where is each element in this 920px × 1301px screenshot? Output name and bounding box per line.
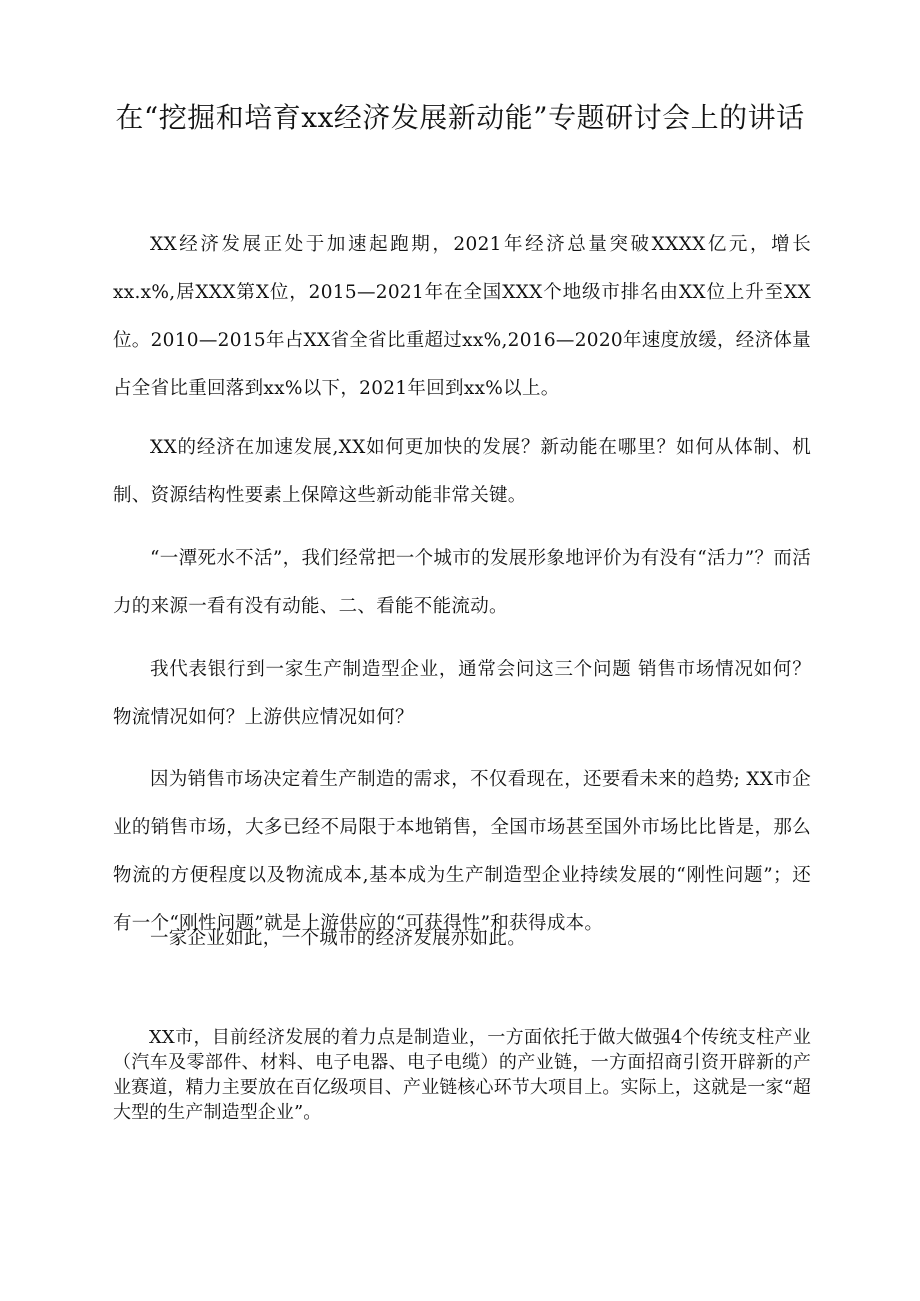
document-title: 在“挖掘和培育xx经济发展新动能”专题研讨会上的讲话 [115, 101, 805, 134]
paragraph-new-momentum-question: XX的经济在加速发展,XX如何更加快的发展？新动能在哪里？如何从体制、机制、资源结构性要素上保障这些新动能非常关键。 [113, 437, 811, 506]
paragraph-vitality: “一潭死水不活”，我们经常把一个城市的发展形象地评价为有没有“活力”？而活力的来源一看有没有动能、二、看能不能流动。 [113, 548, 811, 617]
paragraph-manufacturing-focus: XX市，目前经济发展的着力点是制造业，一方面依托于做大做强4个传统支柱产业（汽车及零部件、材料、电子电器、电子电缆）的产业链，一方面招商引资开辟新的产业赛道，精力主要放在百亿级项目、产业链核心环节大项目上。实际上，这就是一家“超大型的生产制造型企业”。 [113, 1027, 811, 1123]
paragraph-market-logistics-supply: 因为销售市场决定着生产制造的需求，不仅看现在，还要看未来的趋势; XX市企业的销售市场，大多已经不局限于本地销售，全国市场甚至国外市场比比皆是，那么物流的方便程度以及物流成本,基本成为生产制造型企业持续发展的“刚性问题”；还有一个“刚性问题”就是上游供应的“可获得性”和获得成本。 [113, 769, 811, 934]
paragraph-economic-overview: XX经济发展正处于加速起跑期，2021年经济总量突破XXXX亿元，增长xx.x%,居XXX第X位，2015—2021年在全国XXX个地级市排名由XX位上升至XX位。2010—2015年占XX省全省比重超过xx%,2016—2020年速度放缓，经济体量占全省比重回落到xx%以下，2021年回到xx%以上。 [113, 234, 811, 399]
paragraph-three-questions: 我代表银行到一家生产制造型企业，通常会问这三个问题 销售市场情况如何？物流情况如何？上游供应情况如何？ [113, 659, 811, 728]
paragraph-city-analogy: 一家企业如此，一个城市的经济发展亦如此。 [150, 928, 527, 949]
